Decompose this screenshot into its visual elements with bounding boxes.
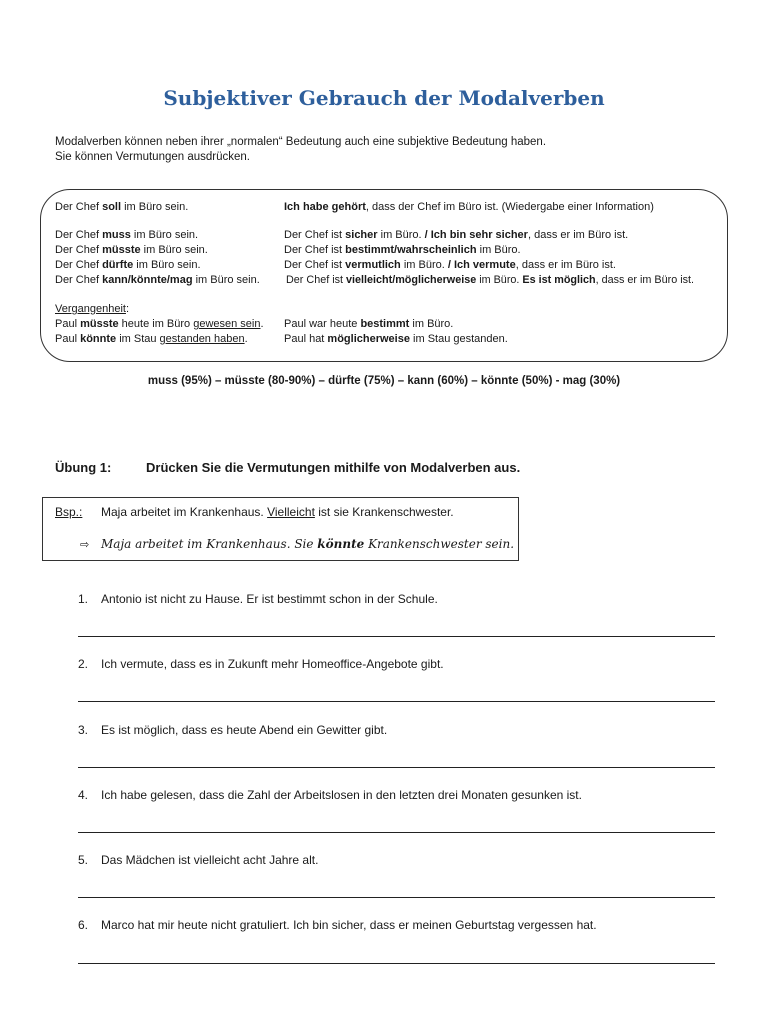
- grammar-row-muss-meaning: Der Chef ist sicher im Büro. / Ich bin sehr sicher, dass er im Büro ist.: [284, 229, 629, 241]
- answer-line[interactable]: [78, 963, 715, 964]
- example-prompt: Bsp.: Maja arbeitet im Krankenhaus. Vielleicht ist sie Krankenschwester.: [55, 505, 454, 519]
- intro-line-1: Modalverben können neben ihrer „normalen“ Bedeutung auch eine subjektive Bedeutung haben.: [55, 136, 547, 148]
- answer-line[interactable]: [78, 767, 715, 768]
- answer-line[interactable]: [78, 897, 715, 898]
- task-item: 6. Marco hat mir heute nicht gratuliert. Ich bin sicher, dass er meinen Geburtstag vergessen hat.: [78, 918, 597, 932]
- intro-line-2: Sie können Vermutungen ausdrücken.: [55, 151, 250, 163]
- grammar-row-duerfte-meaning: Der Chef ist vermutlich im Büro. / Ich vermute, dass er im Büro ist.: [284, 259, 616, 271]
- grammar-row-kann-meaning: Der Chef ist vielleicht/möglicherweise im Büro. Es ist möglich, dass er im Büro ist.: [286, 274, 695, 286]
- page-title: Subjektiver Gebrauch der Modalverben: [163, 86, 605, 110]
- exercise-number: Übung 1:: [55, 460, 112, 475]
- grammar-row-past-muesste: Paul müsste heute im Büro gewesen sein.: [55, 318, 264, 330]
- grammar-row-past-muesste-meaning: Paul war heute bestimmt im Büro.: [284, 318, 454, 330]
- answer-line[interactable]: [78, 832, 715, 833]
- past-tense-label: Vergangenheit:: [55, 303, 130, 315]
- grammar-row-duerfte: Der Chef dürfte im Büro sein.: [55, 259, 201, 271]
- grammar-row-soll: Der Chef soll im Büro sein.: [55, 201, 189, 213]
- exercise-instruction: Drücken Sie die Vermutungen mithilfe von Modalverben aus.: [146, 460, 521, 475]
- grammar-row-muesste: Der Chef müsste im Büro sein.: [55, 244, 208, 256]
- task-item: 5. Das Mädchen ist vielleicht acht Jahre alt.: [78, 853, 319, 867]
- grammar-row-past-koennte-meaning: Paul hat möglicherweise im Stau gestanden.: [284, 333, 508, 345]
- grammar-row-past-koennte: Paul könnte im Stau gestanden haben.: [55, 333, 248, 345]
- example-label: Bsp.:: [55, 505, 83, 519]
- probability-scale: muss (95%) – müsste (80-90%) – dürfte (75%) – kann (60%) – könnte (50%) - mag (30%): [147, 375, 621, 387]
- grammar-row-soll-meaning: Ich habe gehört, dass der Chef im Büro ist. (Wiedergabe einer Information): [284, 201, 654, 213]
- arrow-right-icon: ⇨: [80, 538, 90, 551]
- task-item: 1. Antonio ist nicht zu Hause. Er ist bestimmt schon in der Schule.: [78, 592, 438, 606]
- grammar-row-muss: Der Chef muss im Büro sein.: [55, 229, 199, 241]
- grammar-row-muesste-meaning: Der Chef ist bestimmt/wahrscheinlich im Büro.: [284, 244, 521, 256]
- grammar-row-kann: Der Chef kann/könnte/mag im Büro sein.: [55, 274, 260, 286]
- example-answer: ⇨ Maja arbeitet im Krankenhaus. Sie könnte Krankenschwester sein.: [80, 537, 515, 551]
- task-item: 4. Ich habe gelesen, dass die Zahl der Arbeitslosen in den letzten drei Monaten gesunken ist.: [78, 788, 582, 802]
- task-item: 3. Es ist möglich, dass es heute Abend ein Gewitter gibt.: [78, 723, 388, 737]
- answer-line[interactable]: [78, 701, 715, 702]
- task-item: 2. Ich vermute, dass es in Zukunft mehr Homeoffice-Angebote gibt.: [78, 657, 444, 671]
- answer-line[interactable]: [78, 636, 715, 637]
